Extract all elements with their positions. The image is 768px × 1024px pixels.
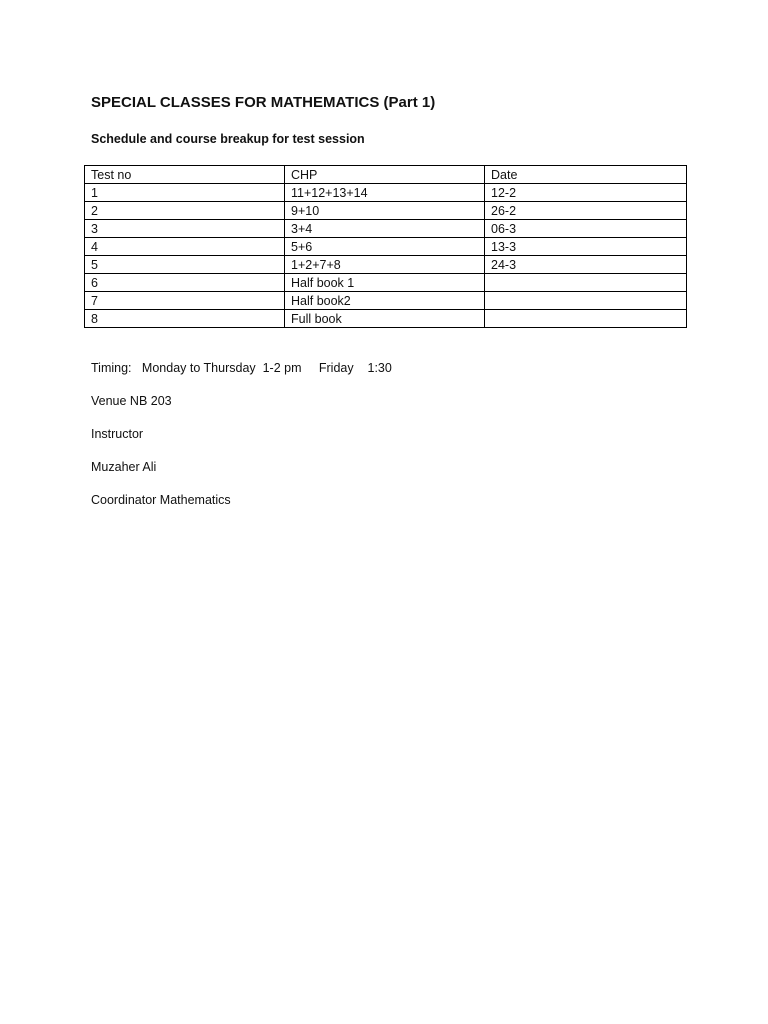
instructor-role: Coordinator Mathematics xyxy=(91,493,231,507)
cell-chp: Full book xyxy=(285,310,485,328)
cell-test-no: 1 xyxy=(85,184,285,202)
header-chp: CHP xyxy=(285,166,485,184)
timing-text: Timing: Monday to Thursday 1-2 pm Friday 1:30 xyxy=(91,361,392,375)
table-row xyxy=(85,274,687,292)
table-row xyxy=(85,310,687,328)
cell-date xyxy=(485,274,687,292)
cell-date xyxy=(485,292,687,310)
cell-chp: 3+4 xyxy=(285,220,485,238)
cell-date xyxy=(485,310,687,328)
table-row xyxy=(85,202,687,220)
cell-chp: 9+10 xyxy=(285,202,485,220)
cell-test-no: 8 xyxy=(85,310,285,328)
table-row xyxy=(85,184,687,202)
cell-test-no: 7 xyxy=(85,292,285,310)
table-row xyxy=(85,256,687,274)
header-test-no: Test no xyxy=(85,166,285,184)
table-row xyxy=(85,292,687,310)
table-row xyxy=(85,238,687,256)
cell-test-no: 5 xyxy=(85,256,285,274)
cell-chp: 5+6 xyxy=(285,238,485,256)
cell-test-no: 4 xyxy=(85,238,285,256)
cell-chp: 1+2+7+8 xyxy=(285,256,485,274)
cell-date: 26-2 xyxy=(485,202,687,220)
table-header-row xyxy=(85,166,687,184)
document-title: SPECIAL CLASSES FOR MATHEMATICS (Part 1) xyxy=(91,94,436,111)
header-date: Date xyxy=(485,166,687,184)
cell-chp: Half book 1 xyxy=(285,274,485,292)
instructor-name: Muzaher Ali xyxy=(91,460,157,474)
document-subtitle: Schedule and course breakup for test session xyxy=(91,132,365,146)
instructor-label: Instructor xyxy=(91,427,144,441)
cell-date: 06-3 xyxy=(485,220,687,238)
cell-chp: Half book2 xyxy=(285,292,485,310)
cell-test-no: 2 xyxy=(85,202,285,220)
table-row xyxy=(85,220,687,238)
cell-test-no: 6 xyxy=(85,274,285,292)
cell-date: 24-3 xyxy=(485,256,687,274)
cell-date: 13-3 xyxy=(485,238,687,256)
cell-test-no: 3 xyxy=(85,220,285,238)
schedule-table xyxy=(84,165,687,328)
cell-chp: 11+12+13+14 xyxy=(285,184,485,202)
venue-text: Venue NB 203 xyxy=(91,394,172,408)
cell-date: 12-2 xyxy=(485,184,687,202)
